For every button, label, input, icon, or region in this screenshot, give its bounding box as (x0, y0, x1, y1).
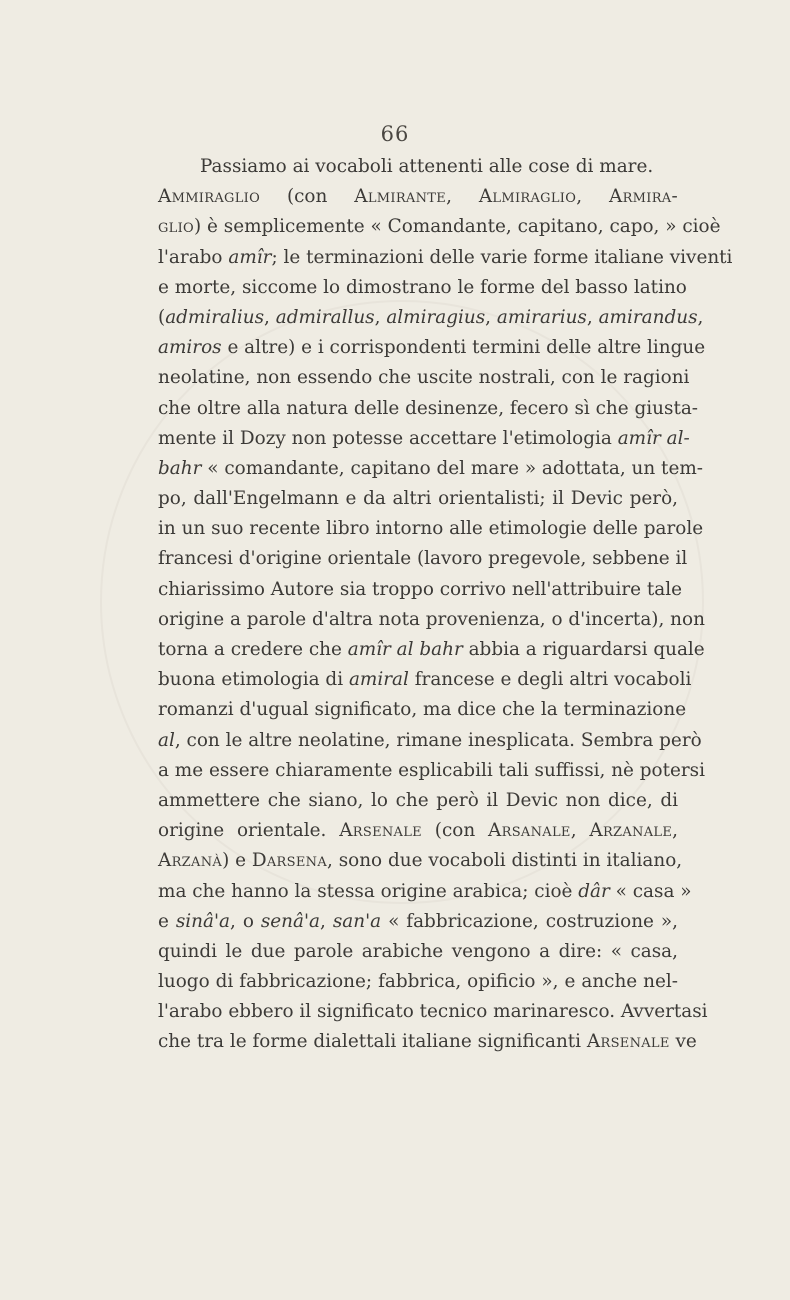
page-number: 66 (380, 122, 410, 146)
text-line: amiros e altre) e i corrispondenti termini delle altre lingue (158, 337, 706, 359)
text-line: in un suo recente libro intorno alle etimologie delle parole (158, 518, 704, 540)
body-text (158, 152, 733, 1058)
text-line: mente il Dozy non potesse accettare l'etimologia amîr al- (158, 427, 690, 449)
text-line: che oltre alla natura delle desinenze, fecero sì che giusta- (158, 397, 699, 419)
text-line: Ammiraglio (con Almirante, Almiraglio, Armira- (158, 186, 678, 208)
text-line: buona etimologia di amiral francese e degli altri vocaboli (158, 669, 692, 691)
text-line: luogo di fabbricazione; fabbrica, opificio », e anche nel- (158, 971, 678, 993)
text-line: (admiralius, admirallus, almiragius, amirarius, amirandus, (158, 306, 704, 328)
text-line: e sinâ'a, o senâ'a, san'a « fabbricazione, costruzione », (158, 910, 678, 932)
text-line: origine orientale. Arsenale (con Arsanale, Arzanale, (158, 820, 678, 842)
text-line: l'arabo ebbero il significato tecnico marinaresco. Avvertasi (158, 1001, 708, 1023)
text-line: glio) è semplicemente « Comandante, capitano, capo, » cioè (158, 216, 721, 238)
text-line: romanzi d'ugual significato, ma dice che la terminazione (158, 699, 687, 721)
text-line: e morte, siccome lo dimostrano le forme del basso latino (158, 276, 687, 298)
text-line: origine a parole d'altra nota provenienza, o d'incerta), non (158, 608, 705, 630)
text-line: francesi d'origine orientale (lavoro pregevole, sebbene il (158, 548, 688, 570)
text-line: quindi le due parole arabiche vengono a dire: « casa, (158, 940, 678, 962)
text-line: l'arabo amîr; le terminazioni delle varie forme italiane viventi (158, 246, 733, 268)
text-line: Arzanà) e Darsena, sono due vocaboli distinti in italiano, (158, 850, 683, 872)
text-line: ma che hanno la stessa origine arabica; cioè dâr « casa » (158, 880, 692, 902)
text-line: Passiamo ai vocaboli attenenti alle cose di mare. (200, 156, 654, 177)
text-line: torna a credere che amîr al bahr abbia a riguardarsi quale (158, 639, 705, 660)
text-line: po, dall'Engelmann e da altri orientalisti; il Devic però, (158, 488, 678, 510)
text-line: al, con le altre neolatine, rimane inesplicata. Sembra però (158, 729, 702, 751)
text-line: chiarissimo Autore sia troppo corrivo nell'attribuire tale (158, 578, 682, 600)
text-line: ammettere che siano, lo che però il Devic non dice, di (158, 789, 678, 811)
text-line: che tra le forme dialettali italiane significanti Arsenale ve (158, 1031, 697, 1053)
text-line: a me essere chiaramente esplicabili tali suffissi, nè potersi (158, 759, 706, 781)
text-line: neolatine, non essendo che uscite nostrali, con le ragioni (158, 367, 690, 389)
text-line: bahr « comandante, capitano del mare » adottata, un tem- (158, 457, 703, 479)
